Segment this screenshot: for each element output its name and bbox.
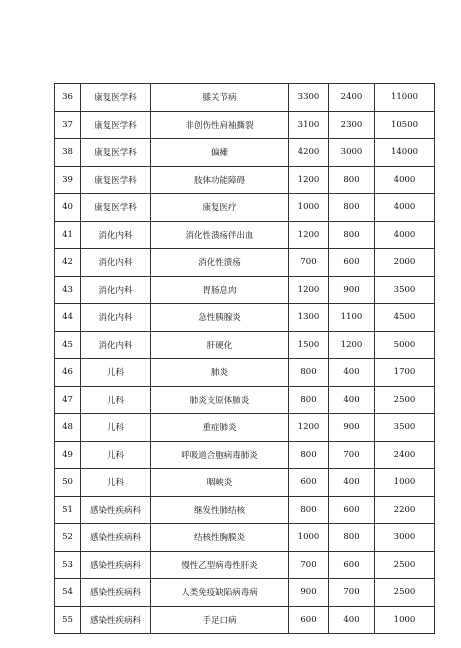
value-c-cell: 11000: [375, 84, 435, 112]
value-c-cell: 2500: [375, 386, 435, 414]
value-b-cell: 700: [329, 579, 375, 607]
table-row: [55, 276, 435, 304]
value-c-cell: 1000: [375, 606, 435, 634]
row-number-cell: 44: [55, 304, 81, 332]
value-b-cell: 700: [329, 441, 375, 469]
value-b-cell: 900: [329, 276, 375, 304]
value-a-cell: 1200: [289, 221, 329, 249]
row-number-cell: 37: [55, 111, 81, 139]
disease-name-cell: 咽峡炎: [151, 469, 289, 497]
department-cell: 消化内科: [81, 331, 151, 359]
row-number-cell: 51: [55, 496, 81, 524]
value-b-cell: 600: [329, 496, 375, 524]
row-number-cell: 39: [55, 166, 81, 194]
value-b-cell: 400: [329, 359, 375, 387]
value-b-cell: 900: [329, 414, 375, 442]
value-b-cell: 800: [329, 166, 375, 194]
value-b-cell: 1100: [329, 304, 375, 332]
value-b-cell: 600: [329, 551, 375, 579]
row-number-cell: 52: [55, 524, 81, 552]
value-a-cell: 600: [289, 469, 329, 497]
disease-name-cell: 肺炎: [151, 359, 289, 387]
table-row: [55, 386, 435, 414]
row-number-cell: 54: [55, 579, 81, 607]
value-a-cell: 3100: [289, 111, 329, 139]
disease-name-cell: 消化性溃疡: [151, 249, 289, 277]
row-number-cell: 48: [55, 414, 81, 442]
department-cell: 儿科: [81, 414, 151, 442]
row-number-cell: 41: [55, 221, 81, 249]
value-b-cell: 400: [329, 469, 375, 497]
disease-name-cell: 手足口病: [151, 606, 289, 634]
table-body: [55, 84, 435, 634]
department-cell: 康复医学科: [81, 111, 151, 139]
value-a-cell: 900: [289, 579, 329, 607]
department-cell: 消化内科: [81, 276, 151, 304]
row-number-cell: 43: [55, 276, 81, 304]
department-cell: 感染性疾病科: [81, 579, 151, 607]
value-c-cell: 1000: [375, 469, 435, 497]
disease-name-cell: 康复医疗: [151, 194, 289, 222]
disease-name-cell: 人类免疫缺陷病毒病: [151, 579, 289, 607]
row-number-cell: 50: [55, 469, 81, 497]
value-a-cell: 800: [289, 441, 329, 469]
value-c-cell: 2400: [375, 441, 435, 469]
disease-name-cell: 肝硬化: [151, 331, 289, 359]
table-row: [55, 524, 435, 552]
department-cell: 感染性疾病科: [81, 524, 151, 552]
disease-name-cell: 膝关节病: [151, 84, 289, 112]
department-cell: 儿科: [81, 441, 151, 469]
disease-name-cell: 偏瘫: [151, 139, 289, 167]
value-a-cell: 800: [289, 386, 329, 414]
department-cell: 消化内科: [81, 304, 151, 332]
table-row: [55, 304, 435, 332]
value-a-cell: 700: [289, 249, 329, 277]
disease-cost-table: [54, 83, 435, 634]
value-b-cell: 2400: [329, 84, 375, 112]
row-number-cell: 36: [55, 84, 81, 112]
department-cell: 儿科: [81, 469, 151, 497]
value-a-cell: 1300: [289, 304, 329, 332]
disease-name-cell: 结核性胸膜炎: [151, 524, 289, 552]
table-row: [55, 111, 435, 139]
row-number-cell: 40: [55, 194, 81, 222]
value-c-cell: 2500: [375, 579, 435, 607]
disease-name-cell: 肢体功能障碍: [151, 166, 289, 194]
table-row: [55, 606, 435, 634]
table-row: [55, 359, 435, 387]
disease-name-cell: 慢性乙型病毒性肝炎: [151, 551, 289, 579]
value-c-cell: 2200: [375, 496, 435, 524]
disease-name-cell: 重症肺炎: [151, 414, 289, 442]
department-cell: 感染性疾病科: [81, 496, 151, 524]
row-number-cell: 53: [55, 551, 81, 579]
value-c-cell: 4000: [375, 166, 435, 194]
disease-name-cell: 呼吸道合胞病毒肺炎: [151, 441, 289, 469]
value-c-cell: 2500: [375, 551, 435, 579]
value-a-cell: 1000: [289, 524, 329, 552]
value-a-cell: 700: [289, 551, 329, 579]
value-c-cell: 3000: [375, 524, 435, 552]
value-c-cell: 4000: [375, 194, 435, 222]
department-cell: 康复医学科: [81, 194, 151, 222]
department-cell: 消化内科: [81, 249, 151, 277]
value-a-cell: 1200: [289, 166, 329, 194]
value-a-cell: 3300: [289, 84, 329, 112]
row-number-cell: 45: [55, 331, 81, 359]
table-row: [55, 469, 435, 497]
disease-name-cell: 消化性溃疡伴出血: [151, 221, 289, 249]
value-b-cell: 3000: [329, 139, 375, 167]
table-row: [55, 441, 435, 469]
row-number-cell: 46: [55, 359, 81, 387]
value-b-cell: 600: [329, 249, 375, 277]
value-c-cell: 2000: [375, 249, 435, 277]
table-row: [55, 551, 435, 579]
value-c-cell: 3500: [375, 414, 435, 442]
value-c-cell: 3500: [375, 276, 435, 304]
value-a-cell: 800: [289, 359, 329, 387]
department-cell: 康复医学科: [81, 84, 151, 112]
value-c-cell: 5000: [375, 331, 435, 359]
table-row: [55, 166, 435, 194]
table-row: [55, 84, 435, 112]
value-b-cell: 400: [329, 606, 375, 634]
value-b-cell: 1200: [329, 331, 375, 359]
row-number-cell: 55: [55, 606, 81, 634]
department-cell: 消化内科: [81, 221, 151, 249]
value-c-cell: 1700: [375, 359, 435, 387]
department-cell: 康复医学科: [81, 166, 151, 194]
department-cell: 儿科: [81, 359, 151, 387]
table-row: [55, 496, 435, 524]
table-row: [55, 331, 435, 359]
value-c-cell: 4000: [375, 221, 435, 249]
value-c-cell: 10500: [375, 111, 435, 139]
department-cell: 感染性疾病科: [81, 551, 151, 579]
disease-name-cell: 非创伤性肩袖撕裂: [151, 111, 289, 139]
row-number-cell: 49: [55, 441, 81, 469]
department-cell: 儿科: [81, 386, 151, 414]
disease-name-cell: 肺炎支原体肺炎: [151, 386, 289, 414]
table-row: [55, 249, 435, 277]
department-cell: 康复医学科: [81, 139, 151, 167]
table-row: [55, 139, 435, 167]
value-c-cell: 4500: [375, 304, 435, 332]
value-a-cell: 1200: [289, 276, 329, 304]
row-number-cell: 38: [55, 139, 81, 167]
table-row: [55, 221, 435, 249]
table-row: [55, 414, 435, 442]
value-b-cell: 800: [329, 524, 375, 552]
value-b-cell: 800: [329, 221, 375, 249]
disease-name-cell: 急性胰腺炎: [151, 304, 289, 332]
disease-name-cell: 继发性肺结核: [151, 496, 289, 524]
value-b-cell: 2300: [329, 111, 375, 139]
value-a-cell: 1500: [289, 331, 329, 359]
value-a-cell: 600: [289, 606, 329, 634]
department-cell: 感染性疾病科: [81, 606, 151, 634]
table-row: [55, 579, 435, 607]
table-row: [55, 194, 435, 222]
value-c-cell: 14000: [375, 139, 435, 167]
disease-name-cell: 胃肠息肉: [151, 276, 289, 304]
value-a-cell: 4200: [289, 139, 329, 167]
value-b-cell: 800: [329, 194, 375, 222]
row-number-cell: 47: [55, 386, 81, 414]
value-b-cell: 400: [329, 386, 375, 414]
value-a-cell: 1200: [289, 414, 329, 442]
value-a-cell: 1000: [289, 194, 329, 222]
value-a-cell: 800: [289, 496, 329, 524]
row-number-cell: 42: [55, 249, 81, 277]
